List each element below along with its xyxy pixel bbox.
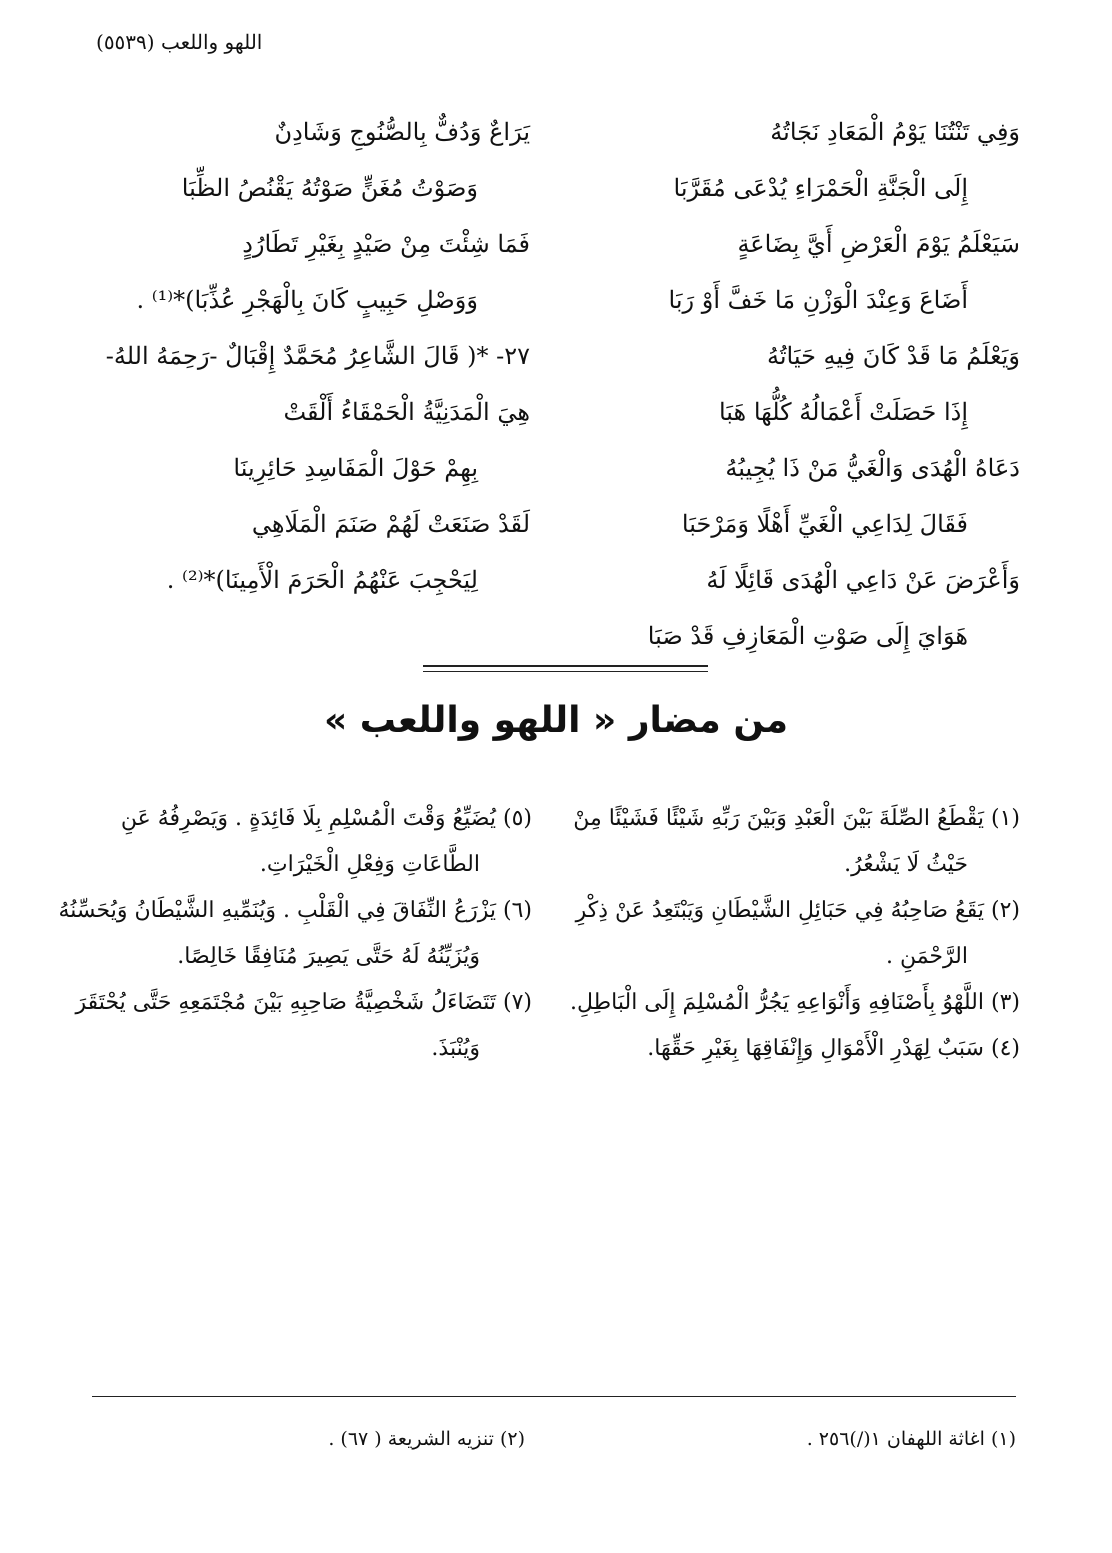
poem-line: إِلَى الْجَنَّةِ الْحَمْرَاءِ يُدْعَى مُقَرَّبَا xyxy=(673,174,968,202)
harm-item xyxy=(573,796,1020,888)
footnote-divider xyxy=(92,1396,1016,1397)
poem-line: إِذَا حَصَلَتْ أَعْمَالُهُ كُلُّهَا هَبَا xyxy=(718,398,968,426)
harm-item-line: (١) يَقْطَعُ الصِّلَةَ بَيْنَ الْعَبْدِ وَبَيْنَ رَبِّهِ شَيْئًا فَشَيْئًا مِنْ xyxy=(573,806,1020,831)
footnote-2: (٢) تنزيه الشريعة ( ٦٧) . xyxy=(328,1428,525,1450)
poem-line: هِيَ الْمَدَنِيَّةُ الْحَمْقَاءُ أَلْقَتْ xyxy=(283,398,530,426)
poem-line: سَيَعْلَمُ يَوْمَ الْعَرْضِ أَيَّ بِضَاعَةٍ xyxy=(737,230,1020,258)
harm-item-line: الطَّاعَاتِ وَفِعْلِ الْخَيْرَاتِ. xyxy=(259,852,480,877)
harm-item xyxy=(569,980,1020,1026)
poem-line: ٢٧- *( قَالَ الشَّاعِرُ مُحَمَّدٌ إِقْبَالٌ -رَحِمَهُ اللهُ- xyxy=(105,342,530,370)
poem-left-column xyxy=(60,104,530,608)
harm-item-line: (٧) تَتَضَاءَلُ شَخْصِيَّةُ صَاحِبِهِ بَيْنَ مُجْتَمَعِهِ حَتَّى يُحْتَقَرَ xyxy=(75,990,532,1015)
poem-line: لِيَحْجِبَ عَنْهُمُ الْحَرَمَ الْأَمِينَا)*⁽²⁾ . xyxy=(166,566,478,594)
harm-item xyxy=(82,796,532,888)
harm-item-line: وَيُزَيِّنُهُ لَهُ حَتَّى يَصِيرَ مُنَافِقًا خَالِصًا. xyxy=(177,944,480,969)
running-header: اللهو واللعب (٥٥٣٩) xyxy=(96,30,263,54)
poem-line: فَمَا شِئْتَ مِنْ صَيْدٍ بِغَيْرِ تَطَارُدٍ xyxy=(242,230,530,258)
poem-right-column xyxy=(550,104,1020,664)
harm-item-line: وَيُنْبَذَ. xyxy=(431,1036,480,1061)
harm-item-line: (٣) اللَّهْوُ بِأَصْنَافِهِ وَأَنْوَاعِهِ يَجُرُّ الْمُسْلِمَ إِلَى الْبَاطِلِ. xyxy=(569,990,1020,1015)
poem-line: وَصَوْتُ مُغَنٍّ صَوْتُهُ يَقْنُصُ الظِّبَا xyxy=(181,174,478,202)
poem-line: وَأَعْرَضَ عَنْ دَاعِي الْهُدَى قَائِلًا لَهُ xyxy=(706,566,1020,594)
harm-item xyxy=(575,888,1020,980)
footnote-1: (١) اغاثة اللهفان ١(/)٢٥٦ . xyxy=(806,1428,1016,1450)
harm-item xyxy=(58,888,532,980)
poem-line: هَوَايَ إِلَى صَوْتِ الْمَعَازِفِ قَدْ صَبَا xyxy=(647,622,968,650)
harms-left-column xyxy=(58,796,532,1072)
poem-line: يَرَاعٌ وَدُفٌّ بِالصُّنُوجِ وَشَادِنٌ xyxy=(274,118,530,146)
harm-item xyxy=(580,1026,1020,1072)
poem-line: فَقَالَ لِدَاعِي الْغَيِّ أَهْلًا وَمَرْحَبَا xyxy=(681,510,968,538)
harm-item-line: (٢) يَقَعُ صَاحِبُهُ فِي حَبَائِلِ الشَّيْطَانِ وَيَبْتَعِدُ عَنْ ذِكْرِ xyxy=(575,898,1020,923)
section-title: من مضار « اللهو واللعب » xyxy=(323,700,789,741)
harm-item-line: (٥) يُضَيِّعُ وَقْتَ الْمُسْلِمِ بِلَا فَائِدَةٍ . وَيَصْرِفُهُ عَنِ xyxy=(120,806,532,831)
poem-line: بِهِمْ حَوْلَ الْمَفَاسِدِ حَائِرِينَا xyxy=(233,454,478,482)
harm-item-line: (٦) يَزْرَعُ النِّفَاقَ فِي الْقَلْبِ . وَيُنَمِّيهِ الشَّيْطَانُ وَيُحَسِّنُهُ xyxy=(58,898,532,923)
poem-line: وَوَصْلِ حَبِيبٍ كَانَ بِالْهَجْرِ عُذِّبَا)*⁽¹⁾ . xyxy=(136,286,478,314)
poem-line: أَضَاعَ وَعِنْدَ الْوَزْنِ مَا خَفَّ أَوْ رَبَا xyxy=(668,286,968,314)
section-divider xyxy=(423,665,708,672)
harm-item-line: الرَّحْمَنِ . xyxy=(885,944,968,969)
poem-line: دَعَاهُ الْهُدَى وَالْغَيُّ مَنْ ذَا يُجِيبُهُ xyxy=(725,454,1020,482)
harm-item xyxy=(75,980,532,1072)
poem-line: لَقَدْ صَنَعَتْ لَهُمْ صَنَمَ الْمَلَاهِي xyxy=(251,510,530,538)
harm-item-line: (٤) سَبَبٌ لِهَدْرِ الْأَمْوَالِ وَإِنْفَاقِهَا بِغَيْرِ حَقِّهَا. xyxy=(647,1036,1020,1061)
poem-line: وَفِي تَنْتُنَا يَوْمُ الْمَعَادِ نَجَاتُهُ xyxy=(770,118,1020,146)
harms-right-column xyxy=(569,796,1020,1072)
poem-line: وَيَعْلَمُ مَا قَدْ كَانَ فِيهِ حَيَاتُهُ xyxy=(766,342,1020,370)
harm-item-line: حَيْثُ لَا يَشْعُرُ. xyxy=(844,852,968,877)
